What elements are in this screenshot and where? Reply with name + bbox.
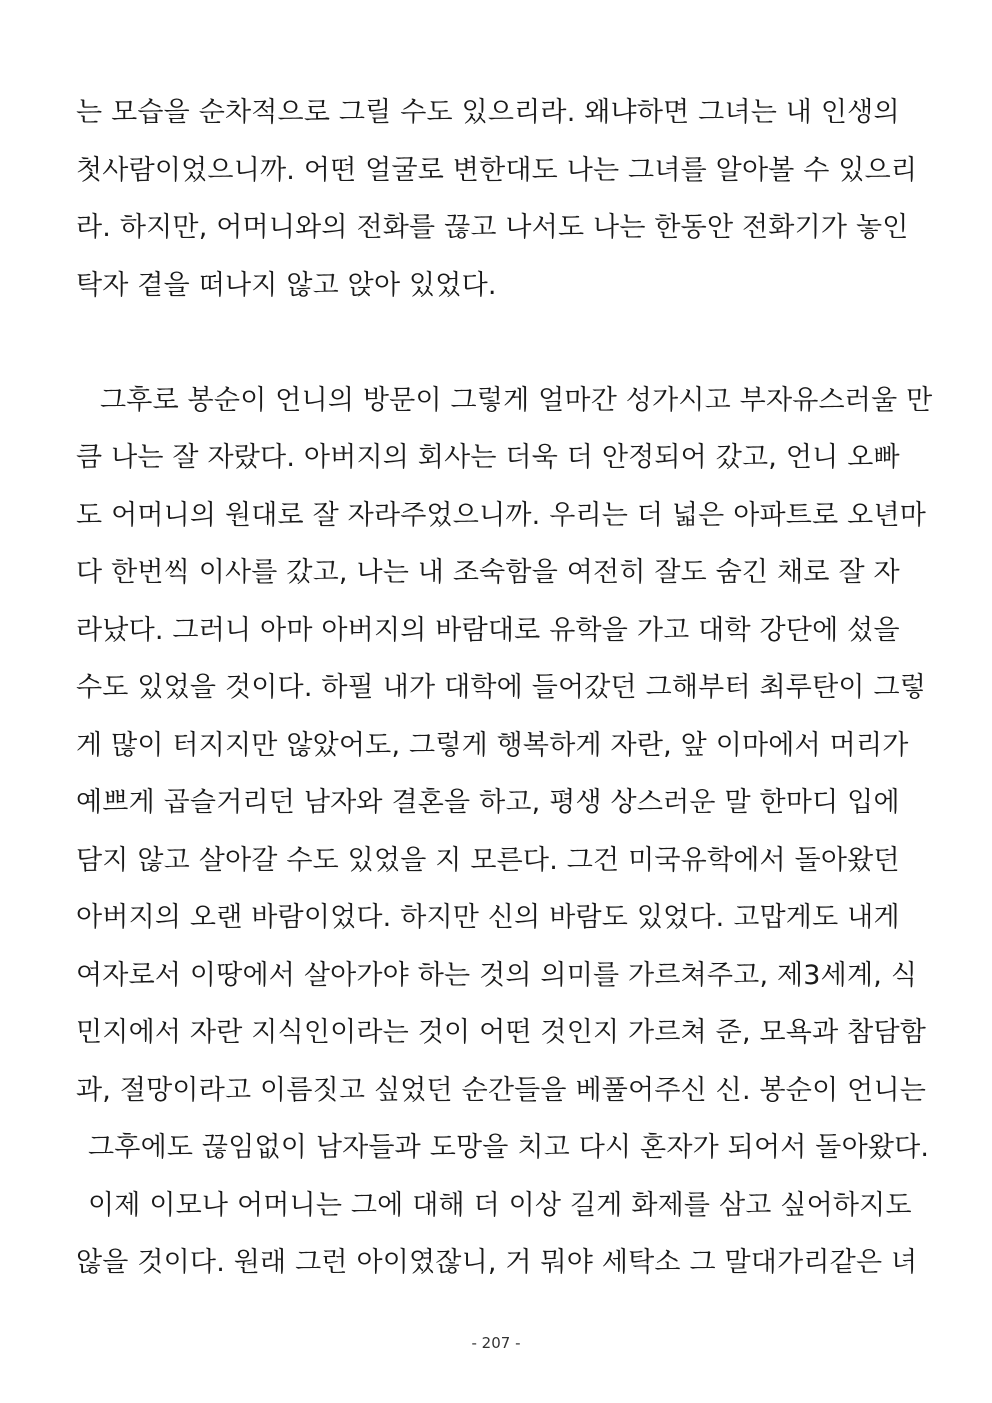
text-line: 탁자 곁을 떠나지 않고 앉아 있었다.	[76, 269, 497, 301]
text-line: 라났다. 그러니 아마 아버지의 바람대로 유학을 가고 대학 강단에 섰을	[76, 614, 900, 646]
text-line: 아버지의 오랜 바람이었다. 하지만 신의 바람도 있었다. 고맙게도 내게	[76, 902, 900, 933]
text-line: 않을 것이다. 원래 그런 아이였잖니, 거 뭐야 세탁소 그 말대가리같은 녀	[76, 1247, 918, 1278]
text-line: 다 한번씩 이사를 갔고, 나는 내 조숙함을 여전히 잘도 숨긴 채로 잘 자	[76, 557, 900, 588]
text-line: 민지에서 자란 지식인이라는 것이 어떤 것인지 가르쳐 준, 모욕과 참담함	[76, 1017, 927, 1048]
text-line: 그후에도 끊임없이 남자들과 도망을 치고 다시 혼자가 되어서 돌아왔다.	[88, 1132, 930, 1163]
text-line: 그후로 봉순이 언니의 방문이 그렇게 얼마간 성가시고 부자유스러울 만	[100, 384, 933, 416]
page-number: - 207 -	[471, 1334, 521, 1352]
text-line: 수도 있었을 것이다. 하필 내가 대학에 들어갔던 그해부터 최루탄이 그렇	[76, 672, 927, 703]
text-line: 예쁘게 곱슬거리던 남자와 결혼을 하고, 평생 상스러운 말 한마디 입에	[76, 787, 900, 818]
text-line: 여자로서 이땅에서 살아가야 하는 것의 의미를 가르쳐주고, 제3세계, 식	[76, 959, 918, 991]
text-line: 큼 나는 잘 자랐다. 아버지의 회사는 더욱 더 안정되어 갔고, 언니 오빠	[76, 442, 900, 473]
text-line: 이제 이모나 어머니는 그에 대해 더 이상 길게 화제를 삼고 싶어하지도	[88, 1189, 912, 1221]
body-text	[76, 84, 933, 1292]
text-line: 담지 않고 살아갈 수도 있었을 지 모른다. 그건 미국유학에서 돌아왔던	[76, 844, 900, 876]
text-line: 도 어머니의 원대로 잘 자라주었으니까. 우리는 더 넓은 아파트로 오년마	[76, 499, 927, 531]
text-line: 첫사람이었으니까. 어떤 얼굴로 변한대도 나는 그녀를 알아볼 수 있으리	[76, 154, 918, 186]
paragraph-gap	[76, 314, 926, 372]
text-line: 과, 절망이라고 이름짓고 싶었던 순간들을 베풀어주신 신. 봉순이 언니는	[76, 1074, 927, 1106]
text-line: 게 많이 터지지만 않았어도, 그렇게 행복하게 자란, 앞 이마에서 머리가	[76, 729, 909, 761]
text-line: 는 모습을 순차적으로 그릴 수도 있으리라. 왜냐하면 그녀는 내 인생의	[76, 97, 900, 128]
text-line: 라. 하지만, 어머니와의 전화를 끊고 나서도 나는 한동안 전화기가 놓인	[76, 212, 909, 243]
